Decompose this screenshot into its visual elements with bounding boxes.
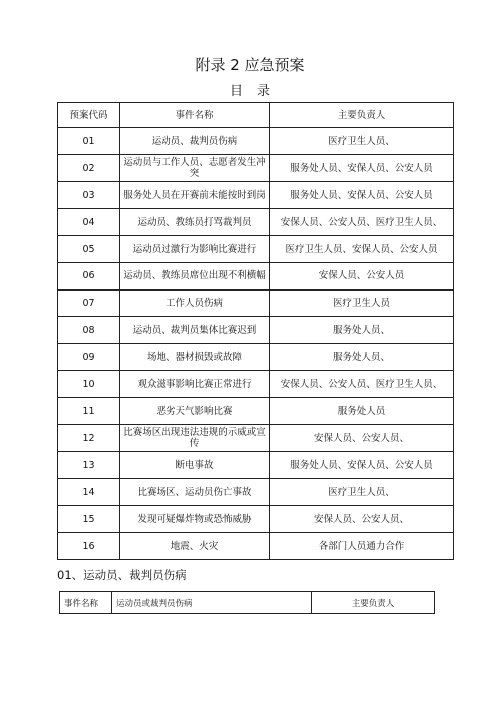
- plan-code-cell: 13: [58, 452, 120, 479]
- table-header-row: [58, 103, 454, 128]
- table-row: [58, 344, 454, 371]
- plan-code-cell: 02: [58, 155, 120, 182]
- plan-code-cell: 08: [58, 317, 120, 344]
- event-name-cell: 恶劣天气影响比赛: [120, 398, 270, 425]
- plan-code-cell: 07: [58, 290, 120, 317]
- event-name-cell: 运动员、教练员打骂裁判员: [120, 209, 270, 236]
- plan-code-cell: 05: [58, 236, 120, 263]
- responsible-cell: 服务处人员、: [270, 344, 454, 371]
- table-row: [58, 182, 454, 209]
- plan-code-cell: 01: [58, 128, 120, 155]
- responsible-cell: 服务处人员、安保人员、公安人员: [270, 155, 454, 182]
- responsible-cell: 安保人员、公安人员、: [270, 425, 454, 452]
- responsible-cell: 医疗卫生人员、: [270, 479, 454, 506]
- responsible-cell: 安保人员、公安人员、医疗卫生人员、: [270, 371, 454, 398]
- event-name-cell: 比赛场区、运动员伤亡事故: [120, 479, 270, 506]
- event-name-cell: 运动员与工作人员、志愿者发生冲突: [120, 155, 270, 182]
- plan-code-cell: 16: [58, 533, 120, 560]
- event-name-value: 运动员或裁判员伤病: [112, 592, 312, 614]
- plan-code-cell: 11: [58, 398, 120, 425]
- event-name-cell: 地震、火灾: [120, 533, 270, 560]
- plan-code-cell: 09: [58, 344, 120, 371]
- table-row: [58, 425, 454, 452]
- event-name-cell: 运动员过激行为影响比赛进行: [120, 236, 270, 263]
- table-row: [58, 236, 454, 263]
- table-row: [58, 506, 454, 533]
- table-row: [58, 479, 454, 506]
- event-name-cell: 工作人员伤病: [120, 290, 270, 317]
- event-name-cell: 运动员、裁判员伤病: [120, 128, 270, 155]
- plan-detail-table: [59, 591, 435, 614]
- responsible-label: 主要负责人: [312, 592, 435, 614]
- plan-code-cell: 04: [58, 209, 120, 236]
- event-name-cell: 发现可疑爆炸物或恐怖威胁: [120, 506, 270, 533]
- table-row: [58, 290, 454, 317]
- event-name-cell: 场地、器材损毁或故障: [120, 344, 270, 371]
- event-name-cell: 比赛场区出现违法违规的示威或宣传: [120, 425, 270, 452]
- section-heading: 01、运动员、裁判员伤病: [57, 568, 187, 582]
- responsible-cell: 服务处人员、: [270, 317, 454, 344]
- plan-code-cell: 12: [58, 425, 120, 452]
- contingency-plan-index-table: [57, 102, 454, 560]
- table-row: [58, 317, 454, 344]
- header-plan-code: 预案代码: [58, 103, 120, 128]
- event-name-cell: 运动员、裁判员集体比赛迟到: [120, 317, 270, 344]
- event-name-label: 事件名称: [60, 592, 112, 614]
- responsible-cell: 安保人员、公安人员、: [270, 506, 454, 533]
- table-row: [58, 398, 454, 425]
- table-row: [60, 592, 435, 614]
- responsible-cell: 医疗卫生人员、: [270, 128, 454, 155]
- plan-code-cell: 10: [58, 371, 120, 398]
- responsible-cell: 服务处人员: [270, 398, 454, 425]
- contents-heading: 目录: [229, 84, 284, 99]
- plan-code-cell: 03: [58, 182, 120, 209]
- responsible-cell: 医疗卫生人员、安保人员、公安人员: [270, 236, 454, 263]
- event-name-cell: 服务处人员在开赛前未能按时到岗: [120, 182, 270, 209]
- event-name-cell: 运动员、教练员席位出现不利横幅: [120, 263, 270, 290]
- event-name-cell: 观众滋事影响比赛正常进行: [120, 371, 270, 398]
- responsible-cell: 各部门人员通力合作: [270, 533, 454, 560]
- responsible-cell: 医疗卫生人员: [270, 290, 454, 317]
- table-row: [58, 128, 454, 155]
- table-row: [58, 263, 454, 290]
- responsible-cell: 服务处人员、安保人员、公安人员: [270, 182, 454, 209]
- responsible-cell: 安保人员、公安人员: [270, 263, 454, 290]
- plan-code-cell: 06: [58, 263, 120, 290]
- table-row: [58, 155, 454, 182]
- plan-code-cell: 14: [58, 479, 120, 506]
- table-row: [58, 452, 454, 479]
- document-title: 附录 2 应急预案: [195, 56, 305, 74]
- table-row: [58, 209, 454, 236]
- header-responsible: 主要负责人: [270, 103, 454, 128]
- table-row: [58, 533, 454, 560]
- event-name-cell: 断电事故: [120, 452, 270, 479]
- plan-code-cell: 15: [58, 506, 120, 533]
- table-row: [58, 371, 454, 398]
- responsible-cell: 安保人员、公安人员、医疗卫生人员、: [270, 209, 454, 236]
- responsible-cell: 服务处人员、安保人员、公安人员: [270, 452, 454, 479]
- header-event-name: 事件名称: [120, 103, 270, 128]
